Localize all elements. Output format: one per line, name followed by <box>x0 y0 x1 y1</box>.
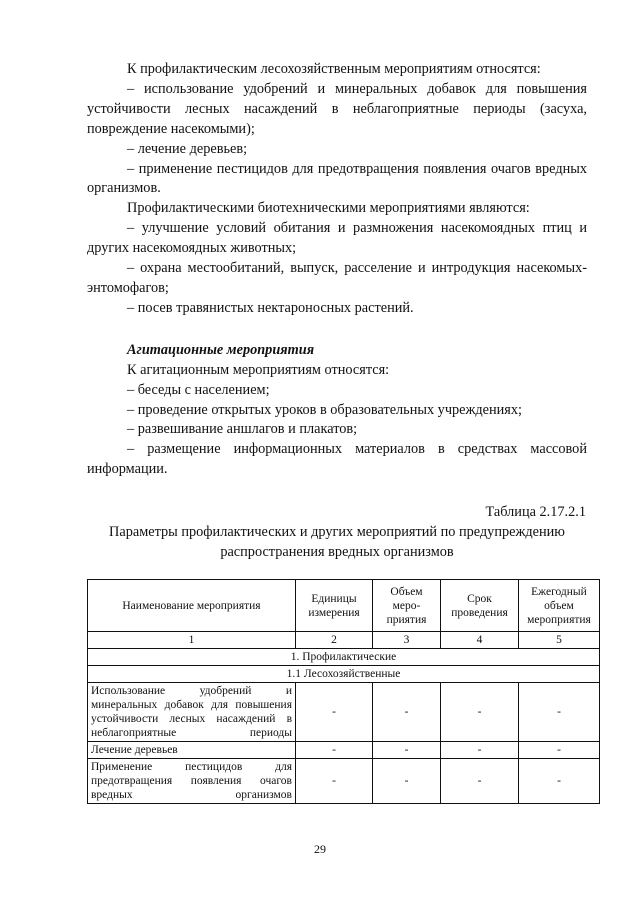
table-row <box>88 683 600 742</box>
activity-name-cell: Лечение деревьев <box>88 742 296 759</box>
value-cell: - <box>519 683 600 742</box>
paragraph: – применение пестицидов для предотвращения появления очагов вредных организмов. <box>87 160 587 197</box>
body-text <box>87 60 587 480</box>
value-cell: - <box>296 742 373 759</box>
spacer <box>87 319 587 341</box>
value-cell: - <box>296 759 373 804</box>
header-cell: Наименование мероприятия <box>88 580 296 632</box>
page-number: 29 <box>314 842 326 856</box>
value-cell: - <box>373 742 441 759</box>
table-row <box>88 759 600 804</box>
paragraph: – охрана местообитаний, выпуск, расселение и интродукция насекомых-энтомофагов; <box>87 260 587 296</box>
column-number: 3 <box>373 632 441 649</box>
column-number: 5 <box>519 632 600 649</box>
table-section-row <box>88 666 600 683</box>
header-cell: Единицы измерения <box>296 580 373 632</box>
activity-name-cell: Использование удобрений и минеральных добавок для повышения устойчивости лесных насаждений в неблагоприятные периоды <box>88 683 296 742</box>
section-heading: Агитационные мероприятия <box>127 341 315 358</box>
column-number: 1 <box>88 632 296 649</box>
header-cell: Объем меро-приятия <box>373 580 441 632</box>
table-number: Таблица 2.17.2.1 <box>485 504 586 520</box>
paragraph: К агитационным мероприятиям относятся: <box>127 361 390 378</box>
paragraph: – проведение открытых уроков в образовательных учреждениях; <box>127 401 523 418</box>
value-cell: - <box>519 742 600 759</box>
paragraph: – посев травянистых нектароносных растений. <box>127 299 414 316</box>
value-cell: - <box>373 759 441 804</box>
value-cell: - <box>296 683 373 742</box>
table-number-row <box>88 632 600 649</box>
table-caption: Параметры профилактических и других мероприятий по предупреждению распространения вредных организмов <box>109 524 565 560</box>
parameters-table <box>87 579 600 804</box>
header-cell: Ежегодный объем мероприятия <box>519 580 600 632</box>
section-cell: 1.1 Лесохозяйственные <box>88 666 600 683</box>
paragraph: – размещение информационных материалов в средствах массовой информации. <box>87 441 587 478</box>
column-number: 2 <box>296 632 373 649</box>
header-cell: Срок проведения <box>441 580 519 632</box>
activity-name-cell: Применение пестицидов для предотвращения появления очагов вредных организмов <box>88 759 296 804</box>
paragraph: Профилактическими биотехническими мероприятиями являются: <box>127 200 530 217</box>
value-cell: - <box>441 742 519 759</box>
paragraph: – использование удобрений и минеральных добавок для повышения устойчивости лесных насаждений в неблагоприятные периоды (засуха, повреждение насекомыми); <box>87 80 587 137</box>
paragraph: – развешивание аншлагов и плакатов; <box>127 421 358 438</box>
value-cell: - <box>373 683 441 742</box>
column-number: 4 <box>441 632 519 649</box>
paragraph: – лечение деревьев; <box>127 140 248 157</box>
paragraph: К профилактическим лесохозяйственным мероприятиям относятся: <box>127 61 541 77</box>
table-section-row <box>88 649 600 666</box>
value-cell: - <box>519 759 600 804</box>
value-cell: - <box>441 683 519 742</box>
paragraph: – беседы с населением; <box>127 381 270 398</box>
value-cell: - <box>441 759 519 804</box>
table-row <box>88 742 600 759</box>
table-header-row <box>88 580 600 632</box>
section-cell: 1. Профилактические <box>88 649 600 666</box>
paragraph: – улучшение условий обитания и размножения насекомоядных птиц и других насекомоядных животных; <box>87 220 587 257</box>
